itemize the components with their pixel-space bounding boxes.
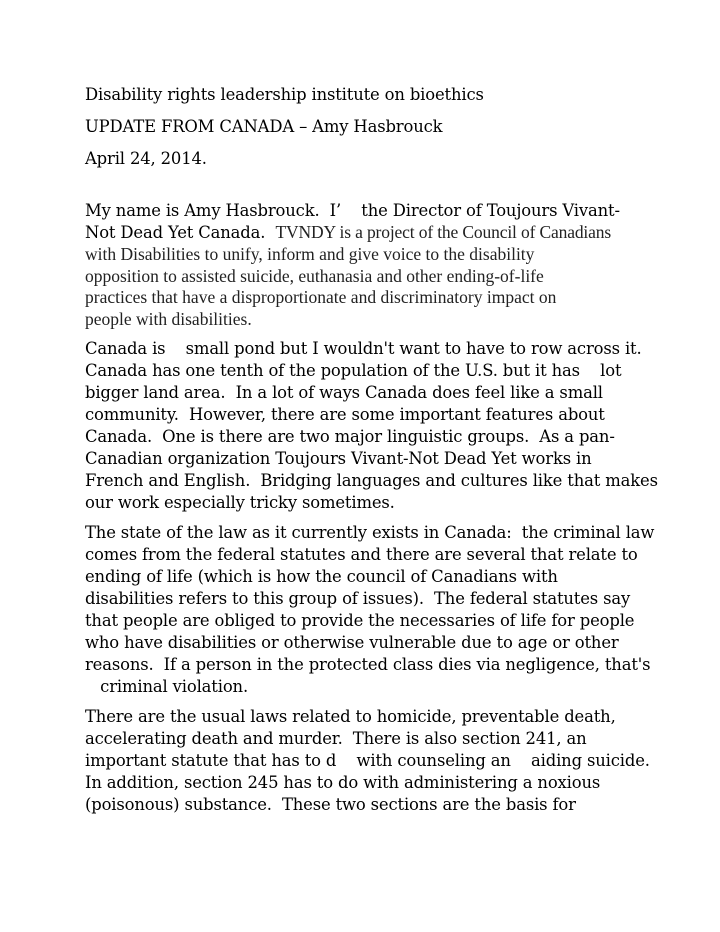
text-line: [85, 448, 645, 470]
text-line: [85, 244, 645, 266]
text-run: bigger land area. In a lot of ways Canada does feel like a small: [85, 383, 603, 403]
text-run: people with disabilities.: [85, 308, 252, 329]
text-run: comes from the federal statutes and there are several that relate to: [85, 545, 638, 565]
text-line: [85, 470, 658, 492]
text-run: practices that have a disproportionate and discriminatory impact on: [85, 287, 557, 308]
text-run: important statute that has to d with counseling an aiding suicide.: [85, 751, 650, 771]
text-line: [85, 309, 645, 331]
text-line: [85, 492, 645, 514]
text-line: [85, 676, 645, 698]
text-line: [85, 588, 645, 610]
text-run: reasons. If a person in the protected class dies via negligence, that's: [85, 655, 651, 675]
document-page: [85, 84, 658, 816]
text-run: Canada has one tenth of the population of the U.S. but it has lot: [85, 361, 622, 381]
text-run: with Disabilities to unify, inform and give voice to the disability: [85, 244, 535, 264]
text-line: [85, 610, 645, 632]
text-run: community. However, there are some important features about: [85, 405, 605, 425]
text-run: our work especially tricky sometimes.: [85, 493, 395, 513]
text-line: [85, 566, 645, 588]
header-date: April 24, 2014.: [85, 149, 207, 168]
text-run: Canada. One is there are two major linguistic groups. As a pan-: [85, 427, 615, 447]
paragraph: [85, 200, 645, 330]
text-line: [85, 750, 650, 772]
text-run: disabilities refers to this group of issues). The federal statutes say: [85, 589, 631, 609]
text-line: [85, 404, 645, 426]
text-line: [85, 266, 645, 288]
text-line: [85, 200, 645, 222]
text-run: Canada is small pond but I wouldn't want to have to row across it.: [85, 339, 642, 359]
text-line: [85, 544, 645, 566]
text-run: accelerating death and murder. There is also section 241, an: [85, 729, 587, 749]
text-line: [85, 522, 655, 544]
text-run: In addition, section 245 has to do with administering a noxious: [85, 773, 601, 793]
text-line: [85, 338, 645, 360]
header-update-title: UPDATE FROM CANADA – Amy Hasbrouck: [85, 117, 443, 136]
text-run: who have disabilities or otherwise vulnerable due to age or other: [85, 633, 619, 653]
text-run: opposition to assisted suicide, euthanasia and other ending-of-life: [85, 265, 544, 286]
text-line: [85, 382, 645, 404]
document-body: [85, 200, 658, 816]
document-header: [85, 84, 645, 170]
paragraph: [85, 706, 650, 816]
header-institute: Disability rights leadership institute on bioethics: [85, 85, 484, 104]
text-line: [85, 222, 645, 244]
text-run: Not Dead Yet Canada.: [85, 223, 276, 242]
text-run: criminal violation.: [85, 677, 248, 697]
text-run: The state of the law as it currently exists in Canada: the criminal law: [85, 523, 655, 543]
text-line: [85, 287, 645, 309]
text-line: [85, 632, 645, 654]
text-run: TVNDY is a project of the Council of Canadians: [275, 222, 612, 242]
text-run: There are the usual laws related to homicide, preventable death,: [85, 707, 616, 727]
text-line: [85, 706, 645, 728]
text-run: (poisonous) substance. These two sections are the basis for: [85, 795, 576, 815]
text-line: [85, 728, 645, 750]
text-line: [85, 426, 645, 448]
paragraph: [85, 522, 655, 698]
text-run: My name is Amy Hasbrouck. I’ the Director of Toujours Vivant-: [85, 201, 620, 220]
text-line: [85, 654, 651, 676]
text-line: [85, 772, 645, 794]
text-line: [85, 360, 645, 382]
text-run: that people are obliged to provide the necessaries of life for people: [85, 611, 635, 631]
text-run: Canadian organization Toujours Vivant-Not Dead Yet works in: [85, 449, 592, 469]
text-run: French and English. Bridging languages and cultures like that makes: [85, 471, 658, 491]
paragraph: [85, 338, 658, 514]
text-line: [85, 794, 645, 816]
text-run: ending of life (which is how the council of Canadians with: [85, 567, 558, 587]
